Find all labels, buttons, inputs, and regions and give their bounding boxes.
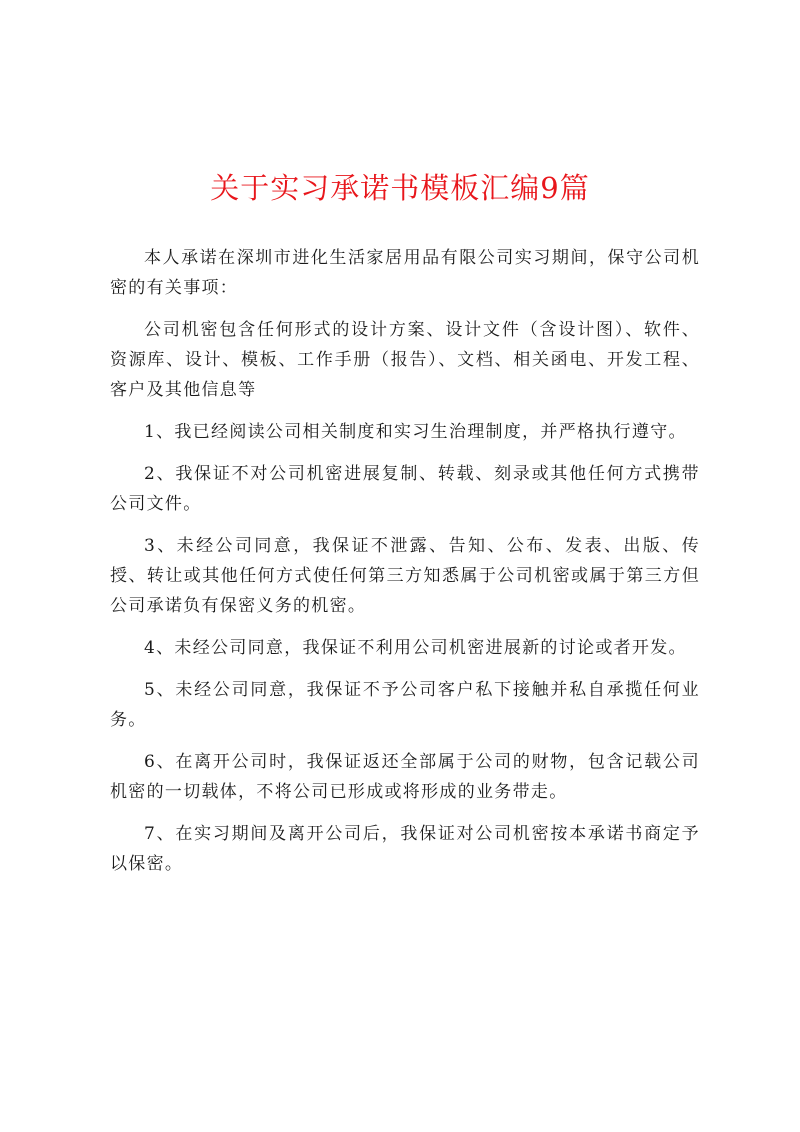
paragraph-scope: 公司机密包含任何形式的设计方案、设计文件（含设计图）、软件、资源库、设计、模板、工作手册（报告）、文档、相关函电、开发工程、客户及其他信息等 — [110, 320, 700, 400]
paragraph-intro: 本人承诺在深圳市进化生活家居用品有限公司实习期间，保守公司机密的有关事项： — [110, 248, 700, 298]
document-title: 关于实习承诺书模板汇编9篇 — [210, 171, 590, 205]
paragraph-item-3: 3、未经公司同意，我保证不泄露、告知、公布、发表、出版、传授、转让或其他任何方式使任何第三方知悉属于公司机密或属于第三方但公司承诺负有保密义务的机密。 — [110, 536, 700, 616]
paragraph-item-5: 5、未经公司同意，我保证不予公司客户私下接触并私自承揽任何业务。 — [110, 680, 700, 730]
paragraph-item-7: 7、在实习期间及离开公司后，我保证对公司机密按本承诺书商定予以保密。 — [110, 824, 700, 874]
document-body — [110, 243, 700, 891]
paragraph-item-4: 4、未经公司同意，我保证不利用公司机密进展新的讨论或者开发。 — [144, 638, 687, 658]
paragraph-item-1: 1、我已经阅读公司相关制度和实习生治理制度，并严格执行遵守。 — [144, 422, 687, 442]
paragraph-item-6: 6、在离开公司时，我保证返还全部属于公司的财物，包含记载公司机密的一切载体，不将公司已形成或将形成的业务带走。 — [110, 752, 700, 802]
paragraph-item-2: 2、我保证不对公司机密进展复制、转载、刻录或其他任何方式携带公司文件。 — [110, 464, 700, 514]
